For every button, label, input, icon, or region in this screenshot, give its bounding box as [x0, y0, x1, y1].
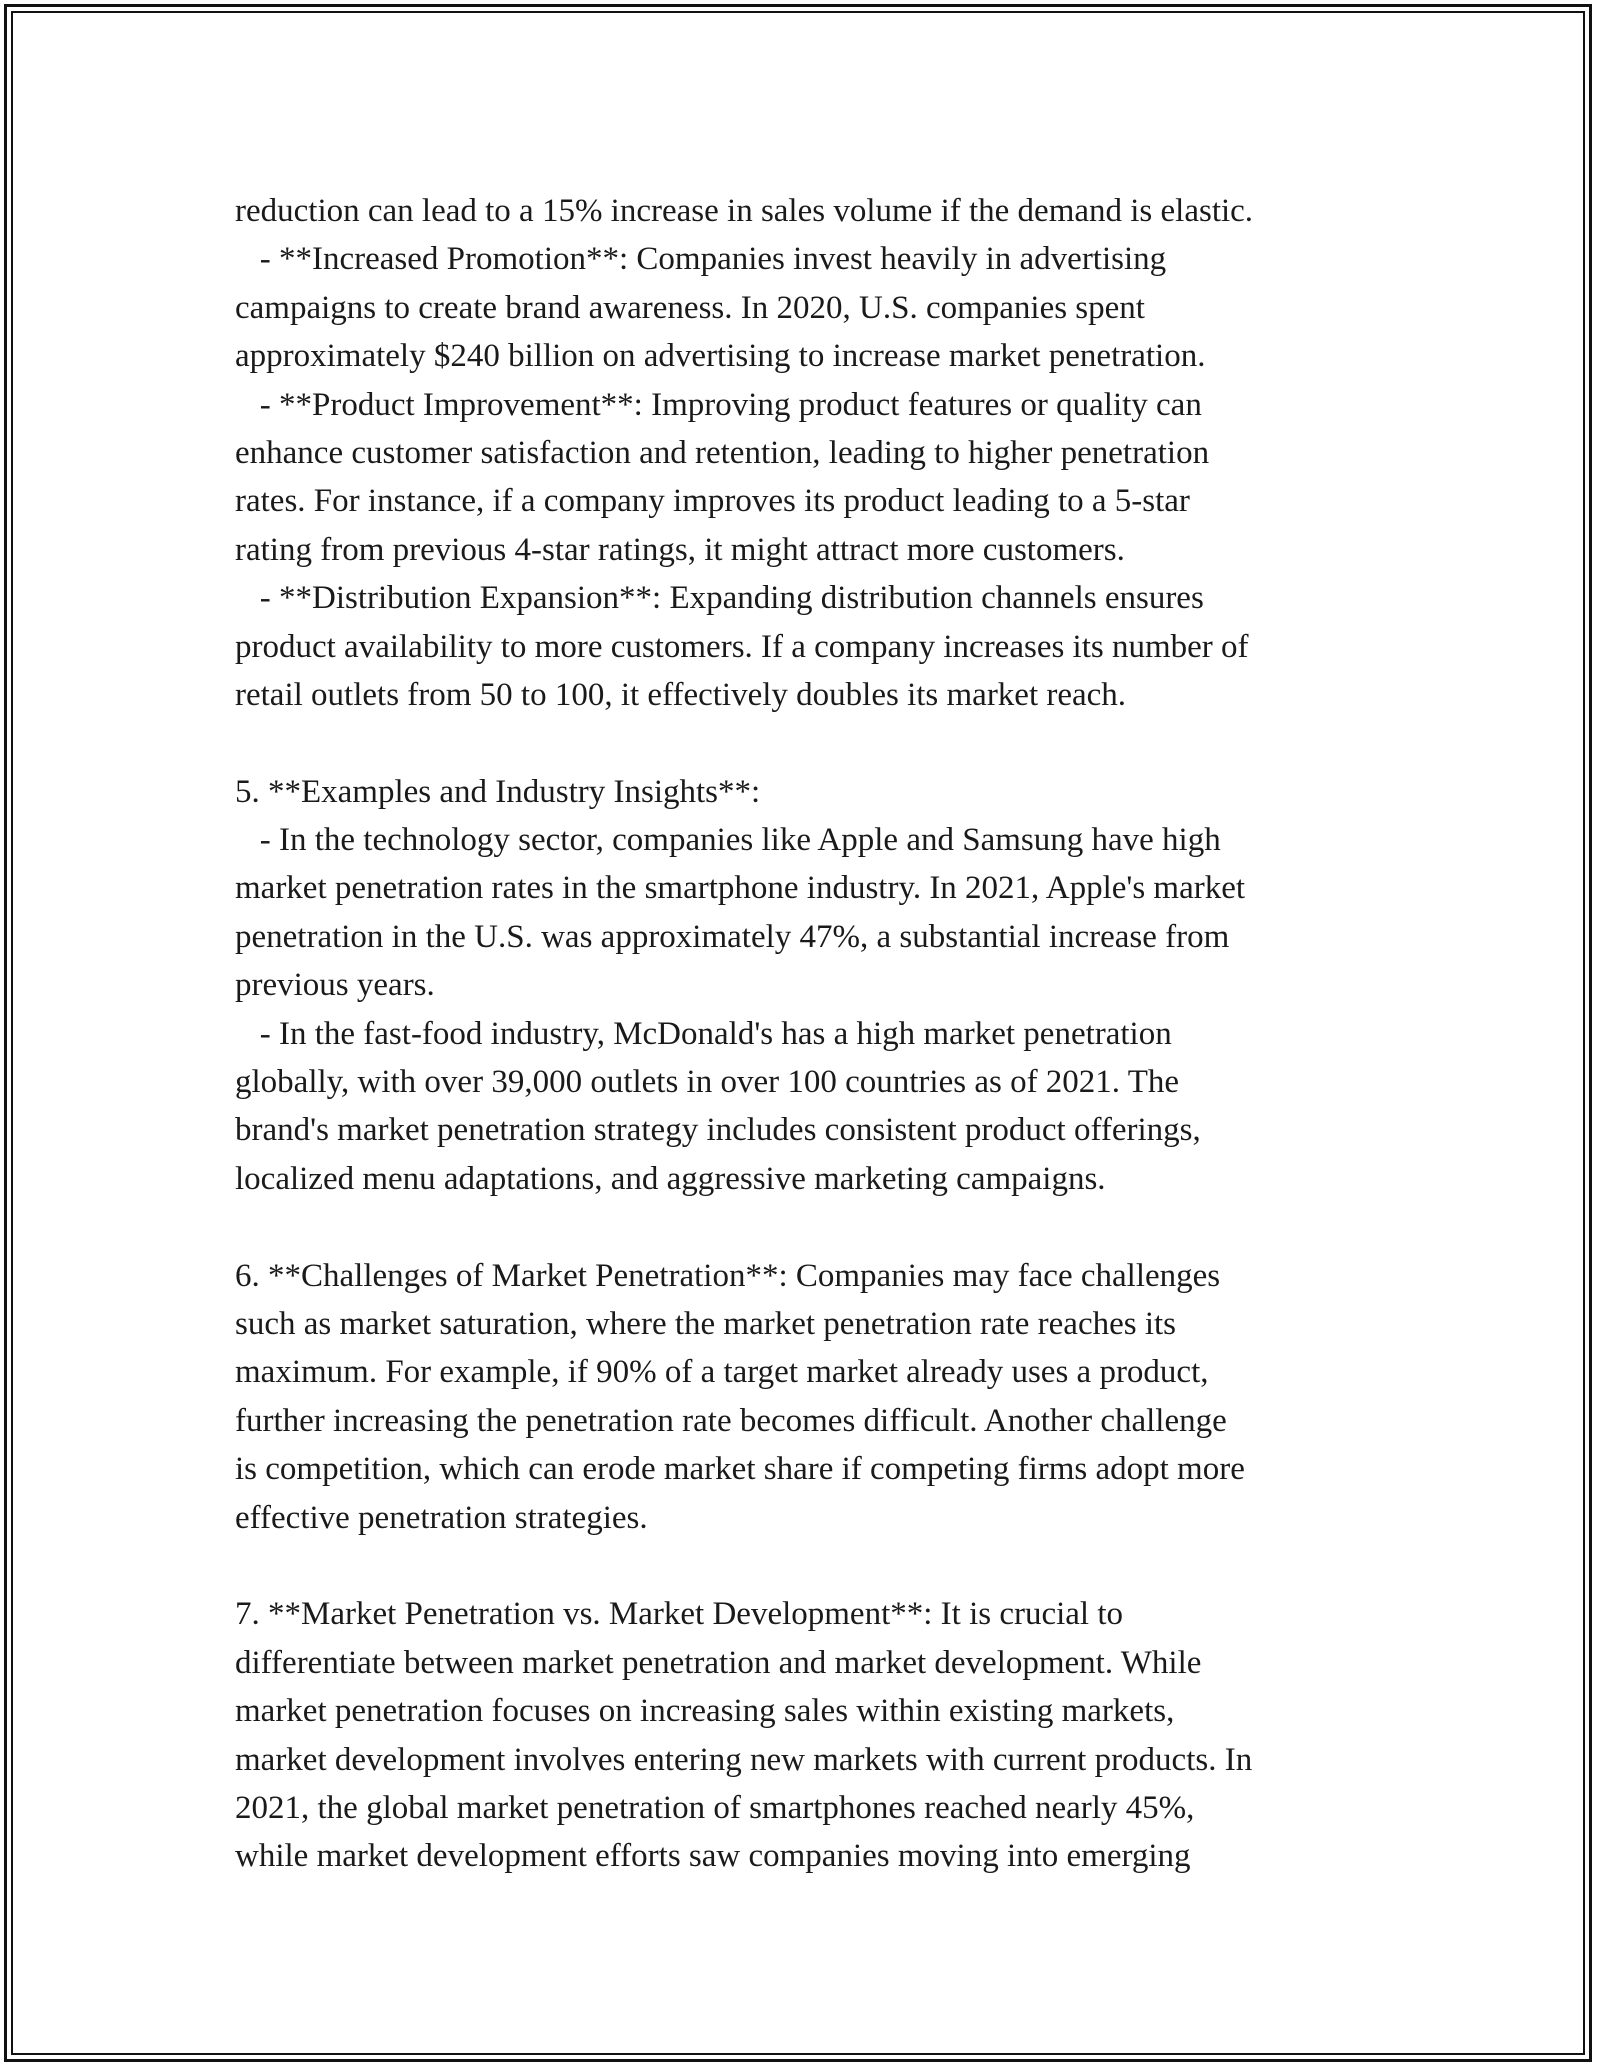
text-line: penetration in the U.S. was approximately 47%, a substantial increase from	[235, 918, 1230, 955]
text-line: product availability to more customers. If a company increases its number of	[235, 628, 1249, 665]
text-line: previous years.	[235, 967, 435, 1004]
text-line: effective penetration strategies.	[235, 1499, 648, 1536]
text-line: such as market saturation, where the market penetration rate reaches its	[235, 1305, 1177, 1342]
text-line: retail outlets from 50 to 100, it effectively doubles its market reach.	[235, 676, 1127, 713]
section-heading-line: 7. **Market Penetration vs. Market Development**: It is crucial to	[235, 1596, 1124, 1633]
text-line: - In the fast-food industry, McDonald's has a high market penetration	[235, 1015, 1172, 1052]
text-line: differentiate between market penetration and market development. While	[235, 1644, 1202, 1681]
text-line: brand's market penetration strategy includes consistent product offerings,	[235, 1112, 1201, 1149]
text-line: is competition, which can erode market share if competing firms adopt more	[235, 1451, 1245, 1488]
text-line: market penetration rates in the smartphone industry. In 2021, Apple's market	[235, 870, 1246, 907]
document-body	[235, 187, 1395, 1881]
text-line: while market development efforts saw companies moving into emerging	[235, 1838, 1191, 1875]
text-line: - **Product Improvement**: Improving product features or quality can	[235, 386, 1202, 423]
text-line: maximum. For example, if 90% of a target market already uses a product,	[235, 1354, 1209, 1391]
blank-line	[235, 719, 1395, 767]
text-line: - **Increased Promotion**: Companies invest heavily in advertising	[235, 241, 1167, 278]
section-heading-line: 5. **Examples and Industry Insights**:	[235, 773, 761, 810]
text-line: - **Distribution Expansion**: Expanding distribution channels ensures	[235, 580, 1204, 617]
text-line: rating from previous 4-star ratings, it might attract more customers.	[235, 531, 1125, 568]
blank-line	[235, 1542, 1395, 1590]
blank-line	[235, 1203, 1395, 1251]
text-line: market development involves entering new markets with current products. In	[235, 1741, 1253, 1778]
text-line: rates. For instance, if a company improves its product leading to a 5-star	[235, 483, 1190, 520]
text-line: enhance customer satisfaction and retention, leading to higher penetration	[235, 434, 1210, 471]
text-line: market penetration focuses on increasing sales within existing markets,	[235, 1693, 1175, 1730]
text-line: 2021, the global market penetration of smartphones reached nearly 45%,	[235, 1789, 1195, 1826]
text-line: campaigns to create brand awareness. In 2020, U.S. companies spent	[235, 289, 1145, 326]
section-heading-line: 6. **Challenges of Market Penetration**: Companies may face challenges	[235, 1257, 1221, 1294]
text-line: - In the technology sector, companies like Apple and Samsung have high	[235, 822, 1221, 859]
text-line: globally, with over 39,000 outlets in over 100 countries as of 2021. The	[235, 1064, 1180, 1101]
text-line: reduction can lead to a 15% increase in sales volume if the demand is elastic.	[235, 193, 1254, 229]
text-line: further increasing the penetration rate becomes difficult. Another challenge	[235, 1402, 1227, 1439]
text-line: approximately $240 billion on advertising to increase market penetration.	[235, 338, 1206, 375]
text-line: localized menu adaptations, and aggressive marketing campaigns.	[235, 1160, 1106, 1197]
